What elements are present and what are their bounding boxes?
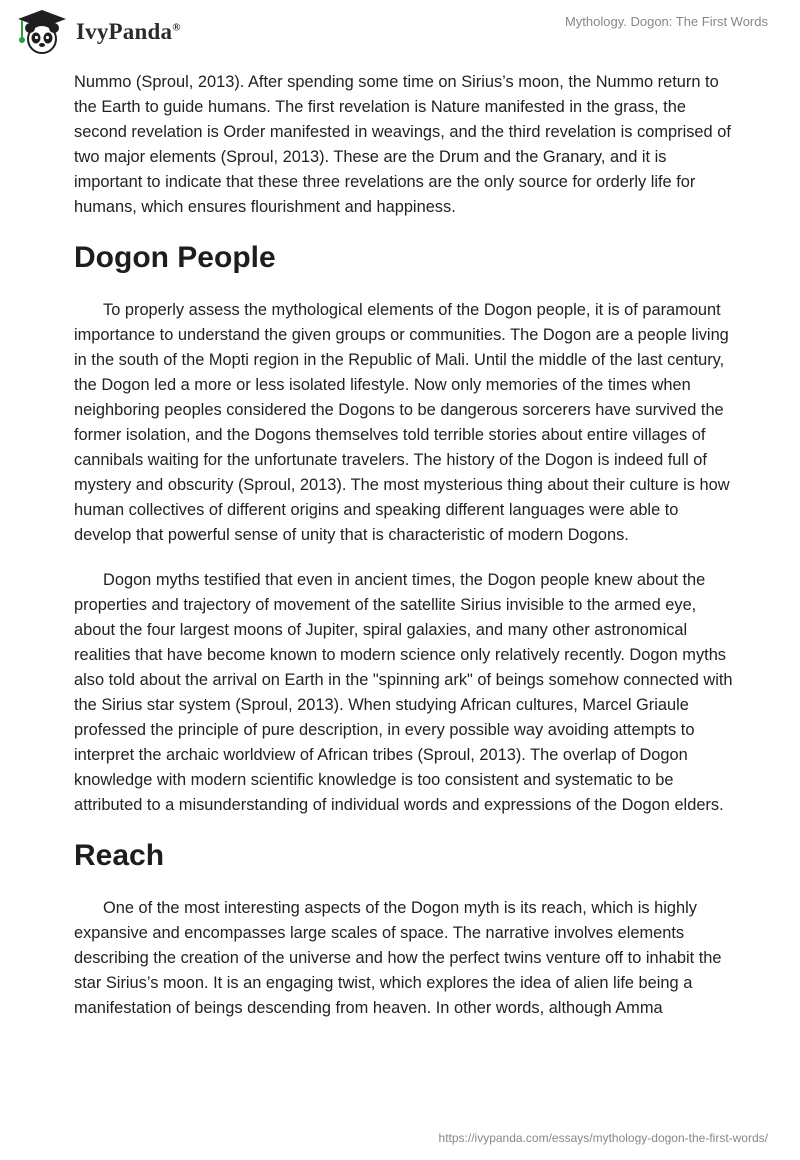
paragraph: Dogon myths testified that even in ancient times, the Dogon people knew about the properties and trajectory of movement of the satellite Sirius invisible to the armed eye, about the four largest moons of Jupiter, spiral galaxies, and many other astronomical realities that have become known to modern science only relatively recently. Dogon myths also told about the arrival on Earth in the "spinning ark" of beings somehow connected with the Sirius star system (Sproul, 2013). When studying African cultures, Marcel Griaule professed the principle of pure description, in every possible way avoiding attempts to interpret the archaic worldview of African tribes (Sproul, 2013). The overlap of Dogon knowledge with modern scientific knowledge is too consistent and systematic to be attributed to a misunderstanding of individual words and expressions of the Dogon elders. — [74, 571, 733, 814]
panda-logo-icon — [14, 8, 70, 56]
logo[interactable] — [14, 8, 181, 56]
page-header — [0, 0, 800, 68]
brand-name: IvyPanda® — [76, 19, 181, 44]
paragraph: One of the most interesting aspects of the Dogon myth is its reach, which is highly expansive and encompasses large scales of space. The narrative involves elements describing the creation of the universe and how the perfect twins venture off to inhabit the star Sirius’s moon. It is an engaging twist, which explores the idea of alien life being a manifestation of beings descending from heaven. In other words, although Amma — [74, 899, 722, 1017]
source-url[interactable]: https://ivypanda.com/essays/mythology-dogon-the-first-words/ — [438, 1131, 768, 1145]
section-heading-dogon-people: Dogon People — [74, 241, 276, 274]
paragraph: To properly assess the mythological elements of the Dogon people, it is of paramount importance to understand the given groups or communities. The Dogon are a people living in the south of the Mopti region in the Republic of Mali. Until the middle of the last century, the Dogon led a more or less isolated lifestyle. Now only memories of the times when neighboring peoples considered the Dogons to be dangerous sorcerers have survived the former isolation, and the Dogons themselves told terrible stories about entire villages of cannibals waiting for the unfortunate travelers. The history of the Dogon is indeed full of mystery and obscurity (Sproul, 2013). The most mysterious thing about their culture is how human collectives of different origins and speaking different languages were able to develop that powerful sense of unity that is characteristic of modern Dogons. — [74, 301, 730, 544]
section-heading-reach: Reach — [74, 839, 165, 872]
document-title: Mythology. Dogon: The First Words — [564, 14, 768, 29]
intro-paragraph: Nummo (Sproul, 2013). After spending some time on Sirius’s moon, the Nummo return to the Earth to guide humans. The first revelation is Nature manifested in the grass, the second revelation is Order manifested in weavings, and the third revelation is comprised of two major elements (Sproul, 2013). These are the Drum and the Granary, and it is important to indicate that these three revelations are the only source for orderly life for humans, which ensures flourishment and happiness. — [74, 73, 731, 216]
essay-content — [74, 70, 734, 1041]
